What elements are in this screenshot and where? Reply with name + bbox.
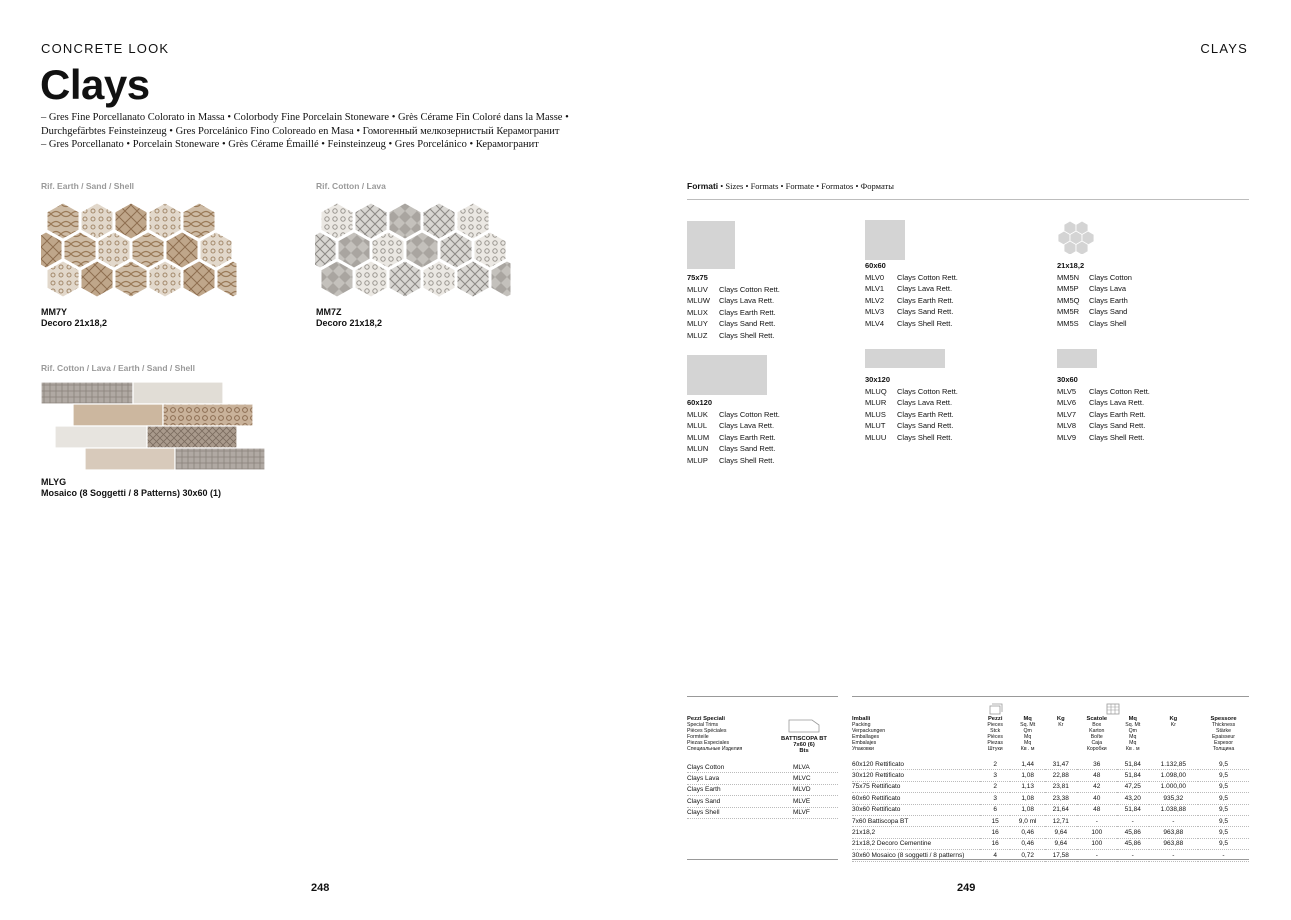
product-name: Mosaico (8 Soggetti / 8 Patterns) 30x60 (1) (41, 488, 222, 498)
format-item: MLUZ Clays Shell Rett. (687, 330, 775, 340)
product-ref: Rif. Cotton / Lava / Earth / Sand / Shell (41, 363, 195, 373)
format-size: 60x60 (865, 261, 886, 270)
format-block-30x120 (865, 374, 958, 443)
table-row: 60x120 Rettificato 2 1,44 31,47 36 51,84 1.132,85 9,5 (852, 759, 1249, 770)
format-item: MLUN Clays Sand Rett. (687, 444, 776, 453)
table-row: 7x60 Battiscopa BT 15 9,0 ml 12,71 - - - 9,5 (852, 815, 1249, 826)
format-item: MM5R Clays Sand (1057, 307, 1128, 316)
collection-kicker: CLAYS (1200, 41, 1248, 56)
format-block-75x75 (687, 272, 780, 341)
format-item: MM5Q Clays Earth (1057, 295, 1128, 305)
box-icon (1106, 703, 1120, 715)
format-size: 30x60 (1057, 375, 1078, 384)
format-block-60x60 (865, 260, 958, 329)
format-size: 75x75 (687, 273, 708, 282)
format-item: MLUV Clays Cotton Rett. (687, 284, 780, 294)
divider (687, 859, 838, 860)
format-item: MM5P Clays Lava (1057, 284, 1127, 293)
packing-table (852, 717, 1249, 862)
page-title: Clays (40, 61, 150, 108)
format-item: MLV4 Clays Shell Rett. (865, 318, 953, 328)
description-line: – Gres Fine Porcellanato Colorato in Massa • Colorbody Fine Porcelain Stoneware • Grès Cérame Fin Coloré dans la Masse • (41, 112, 569, 123)
divider (687, 696, 838, 697)
format-item: MLUQ Clays Cotton Rett. (865, 386, 958, 396)
format-item: MLUY Clays Sand Rett. (687, 319, 776, 328)
description-line: Durchgefärbtes Feinsteinzeug • Gres Porcelánico Fino Coloreado en Masa • Гомогенный мелкозернистый Керамогранит (41, 125, 560, 137)
format-item: MLV8 Clays Sand Rett. (1057, 421, 1146, 430)
table-row: 30x60 Rettificato 6 1,08 21,64 48 51,84 1.038,88 9,5 (852, 804, 1249, 815)
swatch-75x75 (687, 221, 735, 269)
special-trims-header: Pezzi Speciali Special Trims Pièces Spéciales Formteile Piezas Especiales Специальные Изделия (687, 716, 743, 752)
table-row: Clays Cotton MLVA (687, 762, 838, 773)
special-trims-table (687, 762, 838, 819)
product-name: Decoro 21x18,2 (316, 318, 383, 328)
format-item: MLUX Clays Earth Rett. (687, 307, 776, 317)
skirting-column-header: BATTISCOPA BT 7x60 (6) Bts (781, 736, 827, 754)
tile-stack-icon (989, 703, 1003, 715)
decor-hex-image-mm7z (315, 199, 511, 305)
product-name: Decoro 21x18,2 (41, 318, 108, 328)
table-row: 60x60 Rettificato 3 1,08 23,38 40 43,20 935,32 9,5 (852, 793, 1249, 804)
section-kicker: CONCRETE LOOK (41, 41, 170, 56)
divider (687, 199, 1249, 200)
swatch-30x60 (1057, 349, 1097, 368)
format-item: MLV6 Clays Lava Rett. (1057, 398, 1145, 407)
page-number-right: 249 (957, 882, 976, 894)
product-code: MLYG (41, 477, 67, 487)
format-item: MLUM Clays Earth Rett. (687, 432, 776, 442)
mosaic-image-mlyg (41, 382, 265, 474)
table-row: 30x120 Rettificato 3 1,08 22,88 48 51,84 1.098,00 9,5 (852, 770, 1249, 781)
skirting-icon (788, 718, 820, 735)
product-code: MM7Y (41, 307, 68, 317)
table-row: Clays Shell MLVF (687, 807, 838, 818)
divider (852, 696, 1249, 697)
swatch-hexagon-21x18 (1057, 220, 1097, 254)
packing-header-row: Imballi Packing Verpackungen Emballages Embalajes Упаковки Pezzi Pieces Stck Pièces Piezas Штуки Mq Sq. Mt Qm Mq Mq Кв . м Kg Kr Scatole Box Karton Boîte Caja Коробки Mq Sq. Mt Qm Mq Mq Кв . м Kg Kr Spessore Thickness Stärke Epaisseur Espesor Толщина (852, 717, 1249, 759)
format-item: MLUU Clays Shell Rett. (865, 432, 953, 442)
description (41, 111, 611, 152)
format-item: MLUS Clays Earth Rett. (865, 409, 954, 419)
format-item: MLV9 Clays Shell Rett. (1057, 432, 1145, 442)
table-row: Clays Lava MLVC (687, 773, 838, 784)
format-item: MLV0 Clays Cotton Rett. (865, 272, 958, 282)
format-block-60x120 (687, 397, 780, 466)
format-item: MLUK Clays Cotton Rett. (687, 409, 780, 419)
packing-header: Imballi Packing Verpackungen Emballages Embalajes Упаковки (852, 716, 886, 752)
format-item: MLV3 Clays Sand Rett. (865, 307, 954, 316)
page-number-left: 248 (311, 882, 330, 894)
format-block-30x60 (1057, 374, 1150, 443)
formati-translations: • Sizes • Formats • Formate • Formatos • Форматы (718, 181, 894, 191)
description-line: – Gres Porcellanato • Porcelain Stoneware • Grès Cérame Émaillé • Feinsteinzeug • Gres Porcelánico • Керамогранит (41, 139, 539, 150)
formati-label: Formati (687, 181, 719, 191)
decor-hex-image-mm7y (41, 199, 237, 305)
swatch-60x60 (865, 220, 905, 260)
format-item: MLUR Clays Lava Rett. (865, 398, 953, 407)
format-item: MM5S Clays Shell (1057, 318, 1127, 328)
format-item: MLV1 Clays Lava Rett. (865, 284, 953, 293)
swatch-30x120 (865, 349, 945, 368)
format-item: MLV5 Clays Cotton Rett. (1057, 386, 1150, 396)
format-size: 60x120 (687, 398, 713, 407)
product-ref: Rif. Earth / Sand / Shell (41, 181, 135, 191)
product-ref: Rif. Cotton / Lava (316, 181, 386, 191)
format-item: MLV7 Clays Earth Rett. (1057, 409, 1146, 419)
formati-heading (687, 181, 894, 191)
table-row: 75x75 Rettificato 2 1,13 23,81 42 47,25 1.000,00 9,5 (852, 781, 1249, 792)
table-row: 21x18,2 16 0,46 9,64 100 45,86 963,88 9,5 (852, 827, 1249, 838)
format-item: MLUT Clays Sand Rett. (865, 421, 954, 430)
swatch-60x120 (687, 355, 767, 395)
format-block-21x18 (1057, 260, 1132, 329)
table-row: 21x18,2 Decoro Cementine 16 0,46 9,64 100 45,86 963,88 9,5 (852, 838, 1249, 849)
format-size: 30x120 (865, 375, 891, 384)
table-row: Clays Sand MLVE (687, 796, 838, 807)
format-item: MLUP Clays Shell Rett. (687, 455, 775, 465)
format-item: MLUW Clays Lava Rett. (687, 296, 775, 305)
format-item: MLUL Clays Lava Rett. (687, 421, 775, 430)
table-row: 30x60 Mosaico (8 soggetti / 8 patterns) 4 0,72 17,58 - - - - (852, 850, 1249, 861)
table-row: Clays Earth MLVD (687, 784, 838, 795)
format-item: MM5N Clays Cotton (1057, 272, 1132, 282)
product-code: MM7Z (316, 307, 342, 317)
format-item: MLV2 Clays Earth Rett. (865, 295, 954, 305)
format-size: 21x18,2 (1057, 261, 1085, 270)
